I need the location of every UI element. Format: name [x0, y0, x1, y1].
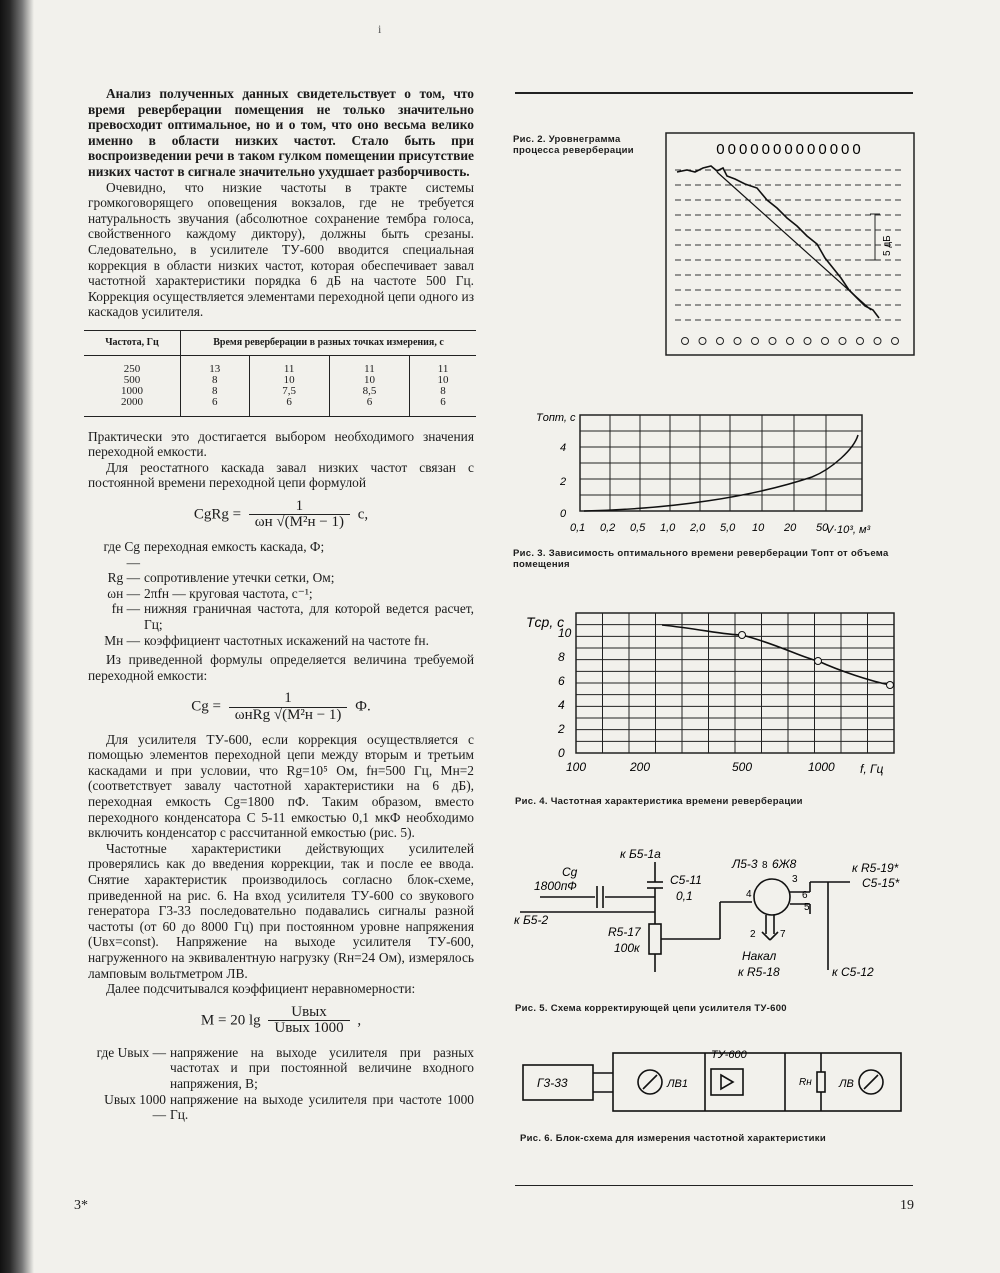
formula-m: M = 20 lg $\frac{\text{Uвых}}{\text{Uвых 1000}}$ , [200, 1003, 362, 1037]
fig2-scale-label: 5 дБ [882, 235, 893, 256]
fig2-sprocket-hole [717, 338, 724, 345]
fig4-ytick: 0 [558, 746, 565, 760]
paragraph: Практически это достигается выбором необходимого значения переходной емкости. [88, 428, 474, 460]
fig4-point [815, 658, 822, 665]
fig4-ylabel: Tср, с [526, 614, 565, 630]
fig2-sprocket-hole [892, 338, 899, 345]
fig4-xtick: 1000 [808, 760, 835, 774]
fig5-label-cg-val: 1800пФ [534, 879, 577, 893]
fig4-xlabel: f, Гц [860, 762, 884, 776]
fig2-decay-curve [677, 166, 879, 318]
fig5-label-kb51a: к Б5-1а [620, 847, 661, 861]
fig4-curve [662, 625, 890, 685]
fig4-caption: Рис. 4. Частотная характеристика времени реверберации [515, 796, 803, 807]
fig6-caption: Рис. 6. Блок-схема для измерения частотной характеристики [520, 1133, 826, 1144]
fig3-xlabel: V·10³, м³ [826, 524, 871, 536]
fig3-ylabel: Tопт, с [536, 412, 576, 424]
fig2-sprocket-hole [787, 338, 794, 345]
fig2-sprocket-hole [699, 338, 706, 345]
fig2-sprocket-hole [857, 338, 864, 345]
paragraph: Из приведенной формулы определяется величина требуемой переходной емкости: [88, 652, 474, 683]
fig6-amp-label: ТУ-600 [711, 1049, 747, 1061]
definition-list-2: где Uвых — напряжение на выходе усилителя при разных частотах и при постоянной величине входного напряжения, В; Uвых 1000 — напряжение на выходе усилителя при частоте 1000 Гц. [96, 1044, 474, 1123]
fig3-xtick: 10 [752, 522, 765, 534]
table-point-cell: 11 10 7,5 6 [249, 355, 329, 416]
fig4-xtick: 500 [732, 760, 753, 774]
fig4-point [739, 632, 746, 639]
paragraph: Для реостатного каскада завал низких частот связан с постоянной времени переходной цепи формулой [88, 459, 474, 491]
fig3-ytick: 2 [560, 476, 567, 488]
fig3-xtick: 20 [784, 522, 797, 534]
fig5-label-c515: С5-15* [862, 876, 900, 890]
fig3-xtick: 50 [816, 522, 829, 534]
fig3-xtick: 1,0 [660, 522, 676, 534]
fig6-lv-label: ЛВ [839, 1078, 854, 1090]
fig5-label-r517-val: 100к [614, 941, 640, 955]
fig4-xtick: 100 [566, 760, 587, 774]
fig4-chart [520, 605, 900, 780]
table-header-time: Время реверберации в разных точках измерения, с [181, 330, 477, 355]
paragraph: Далее подсчитывался коэффициент неравномерности: [106, 981, 416, 997]
fig5-label-c511: С5-11 [670, 873, 702, 887]
fig2-caption: Рис. 2. Уровнеграмма процесса реверберации [513, 134, 634, 156]
page-number: 19 [900, 1198, 914, 1213]
table-point-cell: 13 8 8 6 [181, 355, 250, 416]
fig5-label-pin7: 7 [780, 929, 786, 940]
fig3-ytick: 0 [560, 508, 567, 520]
formula-cg: Cg = $\frac{1}{\text{ωнRg √(M²н − 1)}}$ Ф. [191, 690, 371, 723]
fig3-chart [532, 405, 912, 545]
paragraph: Частотные характеристики действующих усилителей проверялись как до введения коррекции, так и после ее ввода. Снятие характеристик производилось согласно блок-схеме, приведенной на рис. 6. На вход усилителя ТУ-600 со звукового генератора Г3-33 последовательно подавались сигналы разной частоты (от 60 до 8000 Гц) при постоянном уровне напряжения (Uвх=const). Напряжение на выходе усилителя ТУ-600, нагруженного на эквивалентную нагрузку (Rн=24 Ом), измерялось ламповым вольтметром ЛВ. [88, 840, 474, 981]
formula-cgrg: CgRg = $\frac{1}{\text{ωн √(M²н − 1)}}$ c, [193, 497, 369, 531]
fig2-sprocket-hole [752, 338, 759, 345]
fig5-label-kr518: к R5-18 [738, 965, 780, 979]
paragraph: Для усилителя ТУ-600, если коррекция осуществляется с помощью элементов переходной цепи между вторым и третьим каскадами и при условии, что Rg=10⁵ Ом, fн=500 Гц, Mн=2 (соответствует завалу частотной характеристики на 6 дБ), переходная емкость Cg=1800 пФ. Таким образом, вместо переходного конденсатора С 5-11 емкостью 0,1 мкФ необходимо включить конденсатор с рассчитанной емкостью (рис. 5). [88, 731, 474, 841]
bottom-rule [515, 1185, 913, 1186]
fig3-caption: Рис. 3. Зависимость оптимального времени реверберации Tопт от объема помещения [513, 548, 889, 570]
fig2-levelgram [665, 132, 915, 357]
top-rule [515, 92, 913, 94]
fig5-schematic [510, 842, 910, 992]
fig5-label-cg: Cg [562, 865, 578, 879]
table-point-cell: 11 10 8 6 [410, 355, 476, 416]
top-mark: i [378, 22, 382, 36]
fig3-xtick: 0,5 [630, 522, 646, 534]
fig2-trend-line [717, 172, 871, 310]
fig4-ytick: 4 [558, 698, 565, 712]
fig2-sprocket-hole [839, 338, 846, 345]
table-freq-cell: 250 500 1000 2000 [121, 362, 143, 408]
fig5-caption: Рис. 5. Схема корректирующей цепи усилителя ТУ-600 [515, 1003, 787, 1014]
fig2-frame [666, 133, 914, 355]
fig6-rn-label: Rн [799, 1077, 812, 1088]
fig5-label-pin6: 6 [802, 890, 808, 901]
fig3-xtick: 5,0 [720, 522, 736, 534]
fig3-ytick: 4 [560, 442, 567, 454]
fig5-label-c511-val: 0,1 [676, 889, 693, 903]
fig2-sprocket-hole [769, 338, 776, 345]
fig5-label-kb52: к Б5-2 [514, 913, 549, 927]
fig5-label-pin5: 5 [804, 902, 810, 913]
definition-list: где Cg — переходная емкость каскада, Ф; Rg — сопротивление утечки сетки, Ом; ωн — 2πfн — круговая частота, с⁻¹; fн — нижняя граничная частота, для которой ведется расчет, Гц; Mн — коэффициент частотных искажений на частоте fн. [103, 539, 474, 648]
fig5-label-kr519: к R5-19* [852, 861, 899, 875]
fig2-sprocket-hole [874, 338, 881, 345]
fig4-xtick: 200 [630, 760, 651, 774]
paragraph: Анализ полученных данных свидетельствует о том, что время реверберации помещения не только значительно превосходит оптимальное, но и о том, что оно весьма велико именно в области низких частот. Стало быть при воспроизведении речи в таком гулком помещении присутствие низких частот в сигнале значительно ухудшает разборчивость. [88, 86, 474, 179]
fig5-label-pin3: 3 [792, 874, 798, 885]
fig5-label-pin2: 2 [750, 929, 756, 940]
fig3-xtick: 0,1 [570, 522, 586, 534]
fig3-curve [584, 435, 858, 511]
fig5-label-r517: R5-17 [608, 925, 641, 939]
fig5-label-lamp-type: 6Ж8 [772, 857, 797, 871]
book-spine-shadow [0, 0, 34, 1273]
fig4-ytick: 6 [558, 674, 565, 688]
fig5-label-pin8: 8 [762, 860, 768, 871]
table-point-cell: 11 10 8,5 6 [329, 355, 409, 416]
fig2-sprocket-hole [804, 338, 811, 345]
fig3-xtick: 0,2 [600, 522, 616, 534]
paragraph: Очевидно, что низкие частоты в тракте системы громкоговорящего оповещения вокзалов, где не требуется натуральность звучания (абсолютное сохранение тембра голоса, свойственного каждому диктору), должны быть срезаны. Следовательно, в усилителе ТУ-600 вводится специальная коррекция в области низких частот, которая обеспечивает завал частотной характеристики порядка 6 дБ на частоте 500 Гц. Коррекция осуществляется элементами переходной цепи одного из каскадов усилителя. [88, 179, 474, 320]
table-header-freq: Частота, Гц [84, 330, 181, 355]
fig6-gen-label: Г3-33 [537, 1076, 568, 1090]
fig5-label-kc512: к С5-12 [832, 965, 874, 979]
fig2-sprocket-hole [682, 338, 689, 345]
left-column [88, 86, 474, 1127]
fig2-top-digits: 0000000000000 [716, 141, 864, 158]
fig4-point [887, 682, 894, 689]
signature-mark: 3* [74, 1198, 88, 1213]
fig2-sprocket-hole [822, 338, 829, 345]
fig5-label-lamp: Л5-3 [732, 857, 758, 871]
fig5-label-pin4: 4 [746, 889, 752, 900]
fig4-ytick: 8 [558, 650, 565, 664]
fig4-ytick: 10 [558, 626, 572, 640]
fig4-ytick: 2 [558, 722, 565, 736]
reverberation-table [84, 330, 476, 417]
fig6-lv1-label: ЛВ1 [667, 1078, 688, 1090]
fig5-label-nakal: Накал [742, 949, 777, 963]
fig3-xtick: 2,0 [690, 522, 706, 534]
fig6-block-diagram [515, 1045, 915, 1125]
fig2-sprocket-hole [734, 338, 741, 345]
